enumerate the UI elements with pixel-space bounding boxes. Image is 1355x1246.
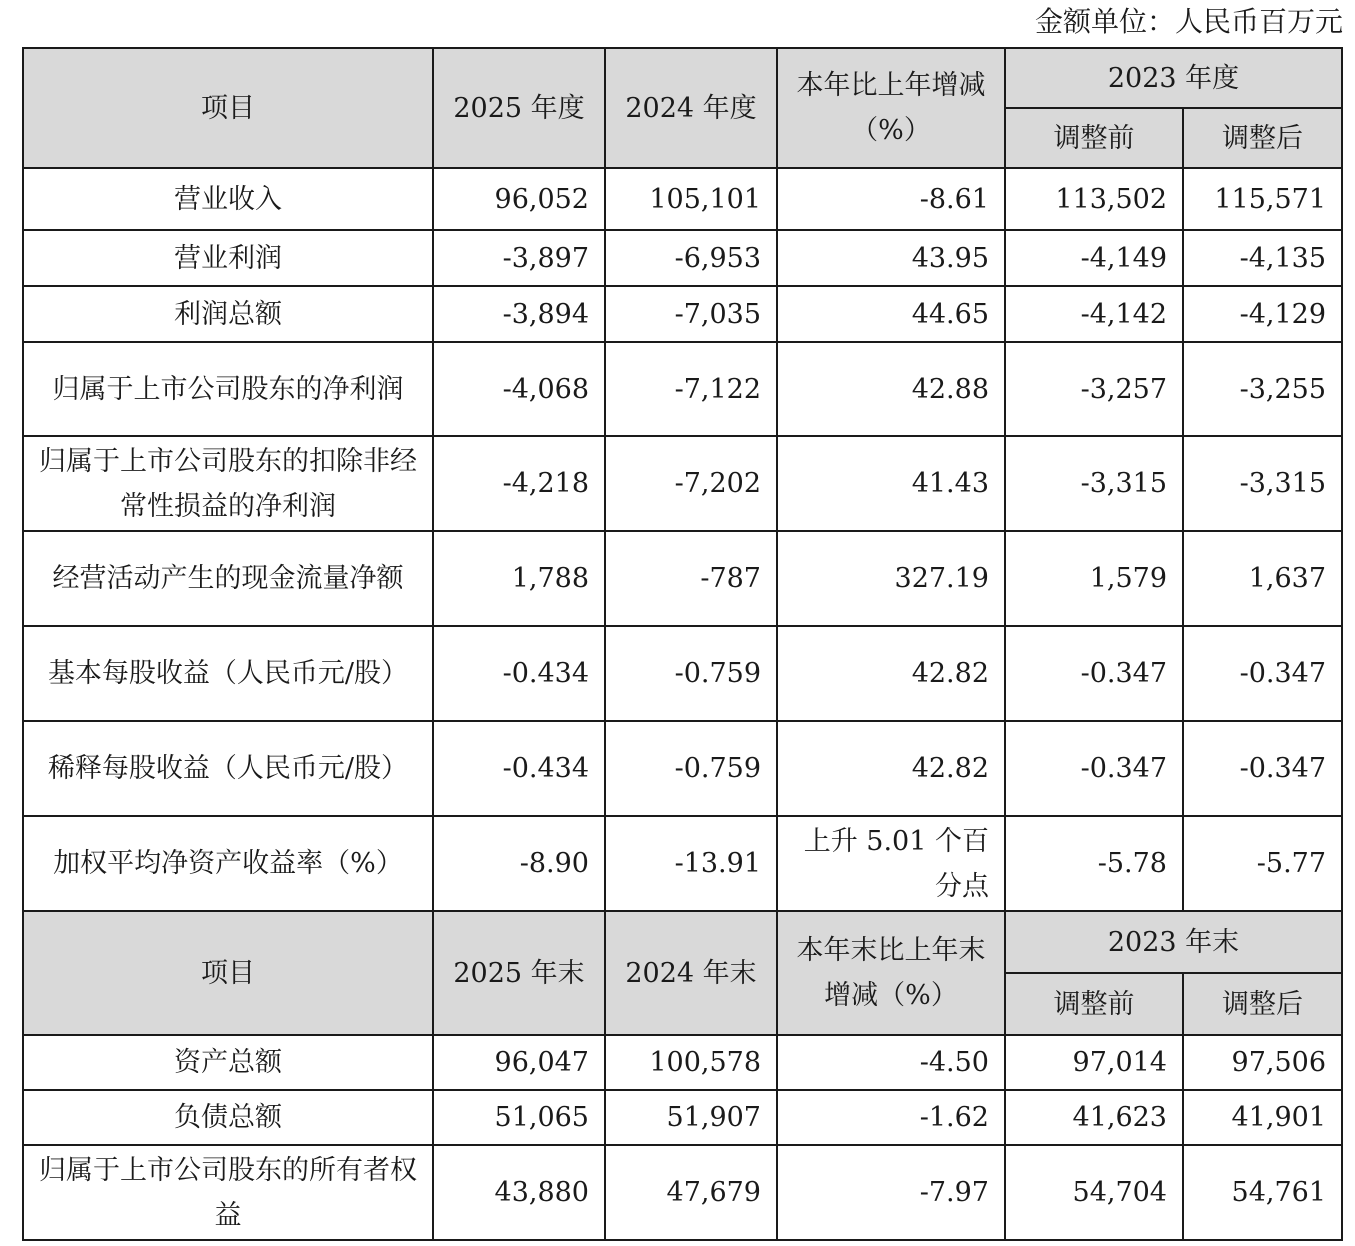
cell-2023-after: -5.77 <box>1183 816 1342 911</box>
header-item: 项目 <box>23 48 433 168</box>
table-row <box>23 626 1342 721</box>
financial-table <box>22 47 1343 1241</box>
row-item-name: 营业利润 <box>23 230 433 286</box>
table-row <box>23 816 1342 911</box>
row-item-name: 经营活动产生的现金流量净额 <box>23 531 433 626</box>
table-row <box>23 168 1342 230</box>
cell-2023-after: -3,315 <box>1183 436 1342 531</box>
cell-2024: -6,953 <box>605 230 777 286</box>
cell-2023-after: -0.347 <box>1183 721 1342 816</box>
cell-2023-before: 41,623 <box>1005 1090 1183 1145</box>
row-item-name: 负债总额 <box>23 1090 433 1145</box>
cell-2025: 1,788 <box>433 531 605 626</box>
cell-2023-before: 113,502 <box>1005 168 1183 230</box>
cell-2025: -3,894 <box>433 286 605 342</box>
row-item-name: 利润总额 <box>23 286 433 342</box>
row-item-name: 加权平均净资产收益率（%） <box>23 816 433 911</box>
header-year-2023: 2023 年度 <box>1005 48 1342 108</box>
cell-2024: -7,122 <box>605 342 777 436</box>
cell-2025: -3,897 <box>433 230 605 286</box>
table-row <box>23 286 1342 342</box>
cell-2025: 43,880 <box>433 1145 605 1240</box>
cell-2024: 47,679 <box>605 1145 777 1240</box>
row-item-name: 归属于上市公司股东的净利润 <box>23 342 433 436</box>
row-item-name: 归属于上市公司股东的扣除非经常性损益的净利润 <box>23 436 433 531</box>
cell-2025: -4,218 <box>433 436 605 531</box>
cell-2023-after: -0.347 <box>1183 626 1342 721</box>
table-row <box>23 721 1342 816</box>
cell-change: -4.50 <box>777 1035 1005 1090</box>
cell-change: -1.62 <box>777 1090 1005 1145</box>
cell-change: 44.65 <box>777 286 1005 342</box>
row-item-name: 稀释每股收益（人民币元/股） <box>23 721 433 816</box>
cell-2023-before: 54,704 <box>1005 1145 1183 1240</box>
cell-2025: 51,065 <box>433 1090 605 1145</box>
cell-2023-after: 41,901 <box>1183 1090 1342 1145</box>
header-year-2023: 2023 年末 <box>1005 911 1342 973</box>
cell-2023-before: -3,315 <box>1005 436 1183 531</box>
header-after-adjust: 调整后 <box>1183 108 1342 168</box>
row-item-name: 资产总额 <box>23 1035 433 1090</box>
cell-2023-before: -5.78 <box>1005 816 1183 911</box>
table-row <box>23 342 1342 436</box>
unit-label: 金额单位：人民币百万元 <box>1034 5 1343 38</box>
cell-2023-after: -4,135 <box>1183 230 1342 286</box>
table-row <box>23 436 1342 531</box>
cell-2024: 105,101 <box>605 168 777 230</box>
cell-change: 43.95 <box>777 230 1005 286</box>
header-change: 本年末比上年末增减（%） <box>777 911 1005 1035</box>
table-row <box>23 1145 1342 1240</box>
cell-2023-before: -4,149 <box>1005 230 1183 286</box>
cell-change: 41.43 <box>777 436 1005 531</box>
cell-2024: -0.759 <box>605 721 777 816</box>
cell-2024: -7,035 <box>605 286 777 342</box>
cell-2025: -0.434 <box>433 626 605 721</box>
cell-2025: 96,047 <box>433 1035 605 1090</box>
cell-2024: -0.759 <box>605 626 777 721</box>
cell-2023-after: -3,255 <box>1183 342 1342 436</box>
cell-2024: 100,578 <box>605 1035 777 1090</box>
cell-2023-before: -3,257 <box>1005 342 1183 436</box>
cell-2024: -13.91 <box>605 816 777 911</box>
cell-2023-after: 1,637 <box>1183 531 1342 626</box>
header-year-2024: 2024 年度 <box>605 48 777 168</box>
header-change: 本年比上年增减（%） <box>777 48 1005 168</box>
cell-change: -8.61 <box>777 168 1005 230</box>
cell-change: 327.19 <box>777 531 1005 626</box>
cell-2024: 51,907 <box>605 1090 777 1145</box>
header-before-adjust: 调整前 <box>1005 973 1183 1035</box>
cell-2024: -7,202 <box>605 436 777 531</box>
cell-2025: 96,052 <box>433 168 605 230</box>
cell-change: 42.82 <box>777 626 1005 721</box>
cell-change: -7.97 <box>777 1145 1005 1240</box>
cell-change: 上升 5.01 个百分点 <box>777 816 1005 911</box>
table-row <box>23 1035 1342 1090</box>
cell-2023-after: 115,571 <box>1183 168 1342 230</box>
table-row <box>23 1090 1342 1145</box>
table-row <box>23 531 1342 626</box>
table-row <box>23 230 1342 286</box>
header-before-adjust: 调整前 <box>1005 108 1183 168</box>
cell-2024: -787 <box>605 531 777 626</box>
row-item-name: 营业收入 <box>23 168 433 230</box>
cell-2025: -0.434 <box>433 721 605 816</box>
header-item: 项目 <box>23 911 433 1035</box>
header-year-2025: 2025 年末 <box>433 911 605 1035</box>
header-year-2024: 2024 年末 <box>605 911 777 1035</box>
cell-2023-after: 97,506 <box>1183 1035 1342 1090</box>
header-after-adjust: 调整后 <box>1183 973 1342 1035</box>
cell-2023-after: 54,761 <box>1183 1145 1342 1240</box>
cell-2023-before: 97,014 <box>1005 1035 1183 1090</box>
cell-2023-before: -4,142 <box>1005 286 1183 342</box>
cell-2025: -8.90 <box>433 816 605 911</box>
row-item-name: 基本每股收益（人民币元/股） <box>23 626 433 721</box>
cell-2023-before: -0.347 <box>1005 721 1183 816</box>
cell-2023-before: -0.347 <box>1005 626 1183 721</box>
cell-2025: -4,068 <box>433 342 605 436</box>
row-item-name: 归属于上市公司股东的所有者权益 <box>23 1145 433 1240</box>
cell-2023-after: -4,129 <box>1183 286 1342 342</box>
cell-change: 42.88 <box>777 342 1005 436</box>
cell-change: 42.82 <box>777 721 1005 816</box>
cell-2023-before: 1,579 <box>1005 531 1183 626</box>
header-year-2025: 2025 年度 <box>433 48 605 168</box>
